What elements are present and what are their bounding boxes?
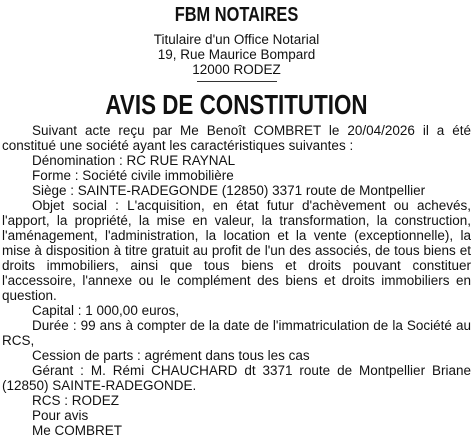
notary-office-name: FBM NOTAIRES: [174, 4, 299, 26]
notary-office-title: Titulaire d'un Office Notarial: [153, 32, 320, 47]
notary-header: [2, 4, 471, 82]
header-divider: [197, 81, 277, 82]
notice-denomination: Dénomination : RC RUE RAYNAL: [32, 153, 236, 168]
notice-duree: Durée : 99 ans à compter de la date de l'immatriculation de la Société au RCS,: [2, 318, 471, 348]
notary-office-city: 12000 RODEZ: [192, 62, 281, 77]
notice-pour-avis: Pour avis: [32, 408, 89, 423]
notary-office-street: 19, Rue Maurice Bompard: [157, 47, 316, 62]
notice-intro: Suivant acte reçu par Me Benoît COMBRET le 20/04/2026 il a été constitué une société ayant les caractéristiques suivantes :: [2, 123, 471, 153]
notice-siege: Siège : SAINTE-RADEGONDE (12850) 3371 route de Montpellier: [32, 183, 426, 198]
notice-forme: Forme : Société civile immobilière: [32, 168, 234, 183]
notice-capital: Capital : 1 000,00 euros,: [32, 303, 180, 318]
notice-gerant: Gérant : M. Rémi CHAUCHARD dt 3371 route de Montpellier Briane (12850) SAINTE-RADEGONDE.: [2, 363, 471, 393]
notice-title: AVIS DE CONSTITUTION: [105, 89, 368, 120]
notice-objet: Objet social : L'acquisition, en état futur d'achèvement ou achevés, l'apport, la propriété, la mise en valeur, la transformation, la construction, l'aménagement, l'administration, la location et la vente (exceptionnelle), la mise à disposition à titre gratuit au profit de l'un des associés, de tous biens et droits immobiliers, ainsi que tous biens et droits pouvant constituer l'accessoire, l'annexe ou le complément des biens et droits immobiliers en question.: [2, 198, 471, 303]
notice-body: [2, 123, 471, 438]
notice-rcs: RCS : RODEZ: [32, 393, 120, 408]
notice-cession: Cession de parts : agrément dans tous les cas: [32, 348, 310, 363]
notice-signature: Me COMBRET: [32, 423, 123, 438]
